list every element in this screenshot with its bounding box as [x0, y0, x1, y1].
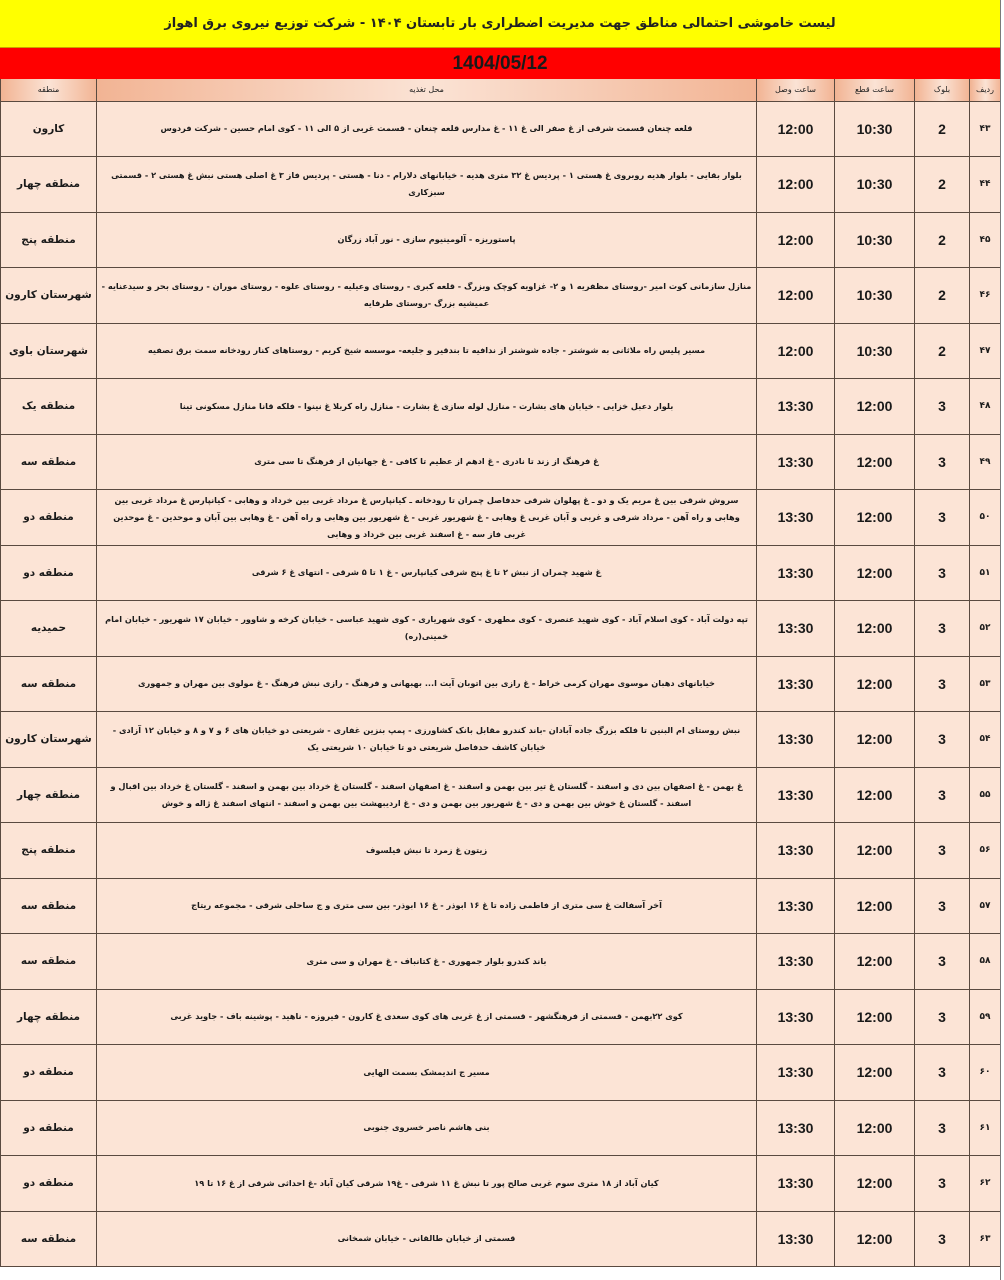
column-header-block: بلوک	[915, 79, 970, 101]
region-cell: منطقه چهار	[1, 989, 97, 1045]
block-cell: 3	[915, 1211, 970, 1267]
row-number-cell: ۴۸	[970, 379, 1001, 435]
restore-time-cell: 13:30	[757, 545, 835, 601]
region-cell: منطقه چهار	[1, 767, 97, 823]
schedule-date: 1404/05/12	[452, 52, 548, 74]
table-row	[1, 1045, 1001, 1101]
row-number-cell: ۴۷	[970, 323, 1001, 379]
region-cell: منطقه یک	[1, 379, 97, 435]
page-edge	[1000, 0, 1004, 1280]
region-cell: منطقه سه	[1, 934, 97, 990]
location-cell: سروش شرقی بین غ مریم یک و دو ـ غ پهلوان شرقی حدفاصل چمران تا رودخانه ـ کیانپارس غ مرداد غربی بین خرداد و وهابی - کیانپارس غ مرداد غربی بین وهابی و راه آهن - مرداد شرقی و غربی و آبان غربی غ وهابی - غ شهریور غربی - غ شهریور بین وهابی و راه آهن - غ وهابی بین آبان و موحدین - غ موحدین غربی فاز سه - غ اسفند غربی بین خرداد و وهابی	[97, 490, 757, 546]
restore-time-cell: 13:30	[757, 434, 835, 490]
column-header-restore-time: ساعت وصل	[757, 79, 835, 101]
row-number-cell: ۵۰	[970, 490, 1001, 546]
table-row	[1, 434, 1001, 490]
row-number-cell: ۵۷	[970, 878, 1001, 934]
column-header-cut-time: ساعت قطع	[835, 79, 915, 101]
restore-time-cell: 13:30	[757, 712, 835, 768]
row-number-cell: ۴۳	[970, 101, 1001, 157]
location-cell: غ بهمن - غ اصفهان بین دی و اسفند - گلستان غ تیر بین بهمن و اسفند - غ اصفهان اسفند - گلستان غ خرداد بین بهمن و اسفند - گلستان غ خرداد بین اقبال و اسفند - گلستان غ خوش بین بهمن و دی - غ شهریور بین بهمن و دی - غ اردیبهشت بین بهمن و اسفند - انتهای اسفند غ ژاله و خوش	[97, 767, 757, 823]
location-cell: قلعه چنعان قسمت شرقی از غ صفر الی غ ۱۱ - غ مدارس قلعه چنعان - قسمت غربی از ۵ الی ۱۱ - کوی امام حسین - شرکت فردوس	[97, 101, 757, 157]
restore-time-cell: 13:30	[757, 878, 835, 934]
region-cell: منطقه دو	[1, 490, 97, 546]
block-cell: 3	[915, 767, 970, 823]
region-cell: شهرستان کارون	[1, 712, 97, 768]
location-cell: باند کندرو بلوار جمهوری - غ کتانباف - غ مهران و سی متری	[97, 934, 757, 990]
region-cell: منطقه پنج	[1, 212, 97, 268]
outage-schedule-table	[0, 79, 1001, 1267]
table-header-row	[1, 79, 1001, 101]
block-cell: 2	[915, 268, 970, 324]
block-cell: 3	[915, 712, 970, 768]
location-cell: تپه دولت آباد - کوی اسلام آباد - کوی شهید عنصری - کوی مطهری - کوی شهریاری - کوی شهید عباسی - خیابان کرخه و شاوور - خیابان ۱۷ شهریور - خیابان امام خمینی(ره)	[97, 601, 757, 657]
cut-time-cell: 10:30	[835, 212, 915, 268]
block-cell: 2	[915, 157, 970, 213]
restore-time-cell: 13:30	[757, 767, 835, 823]
location-cell: آخر آسفالت غ سی متری از فاطمی زاده تا غ ۱۶ ابوذر - غ ۱۶ ابوذر- بین سی متری و ج ساحلی شرقی - مجموعه ریتاج	[97, 878, 757, 934]
restore-time-cell: 13:30	[757, 490, 835, 546]
location-cell: بنی هاشم ناصر خسروی جنوبی	[97, 1100, 757, 1156]
restore-time-cell: 12:00	[757, 268, 835, 324]
table-row	[1, 767, 1001, 823]
row-number-cell: ۶۰	[970, 1045, 1001, 1101]
cut-time-cell: 12:00	[835, 767, 915, 823]
region-cell: کارون	[1, 101, 97, 157]
restore-time-cell: 13:30	[757, 1211, 835, 1267]
table-row	[1, 490, 1001, 546]
cut-time-cell: 12:00	[835, 601, 915, 657]
table-row	[1, 1211, 1001, 1267]
restore-time-cell: 12:00	[757, 323, 835, 379]
row-number-cell: ۴۴	[970, 157, 1001, 213]
row-number-cell: ۵۳	[970, 656, 1001, 712]
region-cell: منطقه دو	[1, 1100, 97, 1156]
cut-time-cell: 10:30	[835, 323, 915, 379]
table-row	[1, 656, 1001, 712]
location-cell: نبش روستای ام البنین تا فلکه بزرگ جاده آبادان -باند کندرو مقابل بانک کشاورزی - پمپ بنزین غفاری - شریعتی دو خیابان های ۶ و ۷ و ۸ و خیابان ۱۲ آزادی - خیابان کاشف حدفاصل شریعتی دو تا خیابان ۱۰ شریعتی یک	[97, 712, 757, 768]
location-cell: کیان آباد از ۱۸ متری سوم غربی صالح پور تا نبش غ ۱۱ شرقی - غ۱۹ شرقی کیان آباد -غ احداثی شرقی از غ ۱۶ تا ۱۹	[97, 1156, 757, 1212]
block-cell: 3	[915, 545, 970, 601]
cut-time-cell: 12:00	[835, 434, 915, 490]
row-number-cell: ۵۸	[970, 934, 1001, 990]
restore-time-cell: 12:00	[757, 212, 835, 268]
block-cell: 3	[915, 989, 970, 1045]
cut-time-cell: 10:30	[835, 101, 915, 157]
restore-time-cell: 13:30	[757, 1045, 835, 1101]
restore-time-cell: 13:30	[757, 656, 835, 712]
row-number-cell: ۵۹	[970, 989, 1001, 1045]
region-cell: منطقه دو	[1, 1045, 97, 1101]
column-header-region: منطقه	[1, 79, 97, 101]
region-cell: شهرستان کارون	[1, 268, 97, 324]
cut-time-cell: 12:00	[835, 989, 915, 1045]
block-cell: 2	[915, 323, 970, 379]
column-header-location: محل تغذیه	[97, 79, 757, 101]
restore-time-cell: 13:30	[757, 1156, 835, 1212]
date-band	[0, 48, 1000, 79]
region-cell: منطقه دو	[1, 545, 97, 601]
cut-time-cell: 12:00	[835, 1045, 915, 1101]
restore-time-cell: 13:30	[757, 934, 835, 990]
cut-time-cell: 12:00	[835, 712, 915, 768]
block-cell: 3	[915, 1045, 970, 1101]
row-number-cell: ۵۱	[970, 545, 1001, 601]
table-row	[1, 268, 1001, 324]
table-row	[1, 323, 1001, 379]
location-cell: غ فرهنگ از زند تا نادری - غ ادهم از عظیم تا کافی - غ جهانیان از فرهنگ تا سی متری	[97, 434, 757, 490]
cut-time-cell: 12:00	[835, 1156, 915, 1212]
cut-time-cell: 12:00	[835, 490, 915, 546]
cut-time-cell: 12:00	[835, 1100, 915, 1156]
restore-time-cell: 13:30	[757, 823, 835, 879]
cut-time-cell: 10:30	[835, 268, 915, 324]
cut-time-cell: 12:00	[835, 1211, 915, 1267]
table-row	[1, 379, 1001, 435]
restore-time-cell: 13:30	[757, 379, 835, 435]
restore-time-cell: 13:30	[757, 1100, 835, 1156]
block-cell: 3	[915, 823, 970, 879]
table-row	[1, 101, 1001, 157]
block-cell: 3	[915, 878, 970, 934]
cut-time-cell: 12:00	[835, 934, 915, 990]
location-cell: غ شهید چمران از نبش ۲ تا غ پنج شرقی کیانپارس - غ ۱ تا ۵ شرقی - انتهای غ ۶ شرقی	[97, 545, 757, 601]
page-title: لیست خاموشی احتمالی مناطق جهت مدیریت اضطراری بار تابستان ۱۴۰۴ - شرکت توزیع نیروی برق اهواز	[164, 16, 836, 31]
cut-time-cell: 12:00	[835, 656, 915, 712]
table-row	[1, 1156, 1001, 1212]
table-row	[1, 878, 1001, 934]
table-row	[1, 601, 1001, 657]
table-row	[1, 823, 1001, 879]
region-cell: منطقه سه	[1, 878, 97, 934]
table-row	[1, 989, 1001, 1045]
region-cell: منطقه دو	[1, 1156, 97, 1212]
location-cell: زیتون غ زمرد تا نبش فیلسوف	[97, 823, 757, 879]
location-cell: مسیر پلیس راه ملاثانی به شوشتر - جاده شوشتر از ندافیه تا بندقیر و جلیعه- موسسه شیخ کریم - روستاهای کنار رودخانه سمت برق تصفیه	[97, 323, 757, 379]
block-cell: 3	[915, 379, 970, 435]
restore-time-cell: 13:30	[757, 989, 835, 1045]
block-cell: 3	[915, 1100, 970, 1156]
location-cell: بلوار دعبل خزایی - خیابان های بشارت - منازل لوله سازی غ بشارت - منازل راه کربلا غ نینوا - فلکه قانا منازل مسکونی تینا	[97, 379, 757, 435]
row-number-cell: ۵۲	[970, 601, 1001, 657]
cut-time-cell: 12:00	[835, 379, 915, 435]
region-cell: حمیدیه	[1, 601, 97, 657]
block-cell: 3	[915, 434, 970, 490]
block-cell: 3	[915, 1156, 970, 1212]
location-cell: منازل سازمانی کوت امیر -روستای مظفریه ۱ و ۲- غزاویه کوچک وبزرگ - قلعه کبری - روستای وعیلیه - روستای علوه - روستای موران - روستای بحر و سیدعنایه - عمیشیه بزرگ -روستای طرفایه	[97, 268, 757, 324]
row-number-cell: ۵۶	[970, 823, 1001, 879]
column-header-row-number: ردیف	[970, 79, 1001, 101]
cut-time-cell: 12:00	[835, 823, 915, 879]
region-cell: منطقه چهار	[1, 157, 97, 213]
restore-time-cell: 13:30	[757, 601, 835, 657]
block-cell: 2	[915, 101, 970, 157]
row-number-cell: ۴۶	[970, 268, 1001, 324]
block-cell: 3	[915, 656, 970, 712]
region-cell: منطقه سه	[1, 1211, 97, 1267]
row-number-cell: ۶۳	[970, 1211, 1001, 1267]
row-number-cell: ۵۵	[970, 767, 1001, 823]
block-cell: 2	[915, 212, 970, 268]
location-cell: مسیر ج اندیمشک بسمت الهایی	[97, 1045, 757, 1101]
row-number-cell: ۵۴	[970, 712, 1001, 768]
restore-time-cell: 12:00	[757, 101, 835, 157]
region-cell: شهرستان باوی	[1, 323, 97, 379]
table-row	[1, 212, 1001, 268]
row-number-cell: ۴۹	[970, 434, 1001, 490]
cut-time-cell: 10:30	[835, 157, 915, 213]
cut-time-cell: 12:00	[835, 545, 915, 601]
row-number-cell: ۴۵	[970, 212, 1001, 268]
location-cell: پاستوریزه - آلومینیوم سازی - نور آباد زرگان	[97, 212, 757, 268]
table-row	[1, 712, 1001, 768]
region-cell: منطقه پنج	[1, 823, 97, 879]
block-cell: 3	[915, 490, 970, 546]
table-row	[1, 934, 1001, 990]
row-number-cell: ۶۲	[970, 1156, 1001, 1212]
location-cell: خیابانهای دهبان موسوی مهران کرمی خراط - غ رازی بین اتوبان آیت ا... بهبهانی و فرهنگ - رازی نبش فرهنگ - غ مولوی بین مهران و جمهوری	[97, 656, 757, 712]
location-cell: بلوار بقایی - بلوار هدیه روبروی غ هستی ۱ - پردیس غ ۳۲ متری هدیه - خیابانهای دلارام - دنا - هستی - پردیس فاز ۳ غ اصلی هستی نبش غ هستی ۲ - قسمتی سبزکاری	[97, 157, 757, 213]
cut-time-cell: 12:00	[835, 878, 915, 934]
restore-time-cell: 12:00	[757, 157, 835, 213]
region-cell: منطقه سه	[1, 656, 97, 712]
block-cell: 3	[915, 601, 970, 657]
block-cell: 3	[915, 934, 970, 990]
page-title-band	[0, 0, 1000, 48]
location-cell: قسمتی از خیابان طالقانی - خیابان شمخانی	[97, 1211, 757, 1267]
table-row	[1, 1100, 1001, 1156]
row-number-cell: ۶۱	[970, 1100, 1001, 1156]
location-cell: کوی ۲۲بهمن - قسمتی از فرهنگشهر - قسمتی از غ غربی های کوی سعدی غ کارون - فیروزه - ناهید - پوشینه باف - جاوید غربی	[97, 989, 757, 1045]
table-row	[1, 545, 1001, 601]
table-row	[1, 157, 1001, 213]
region-cell: منطقه سه	[1, 434, 97, 490]
